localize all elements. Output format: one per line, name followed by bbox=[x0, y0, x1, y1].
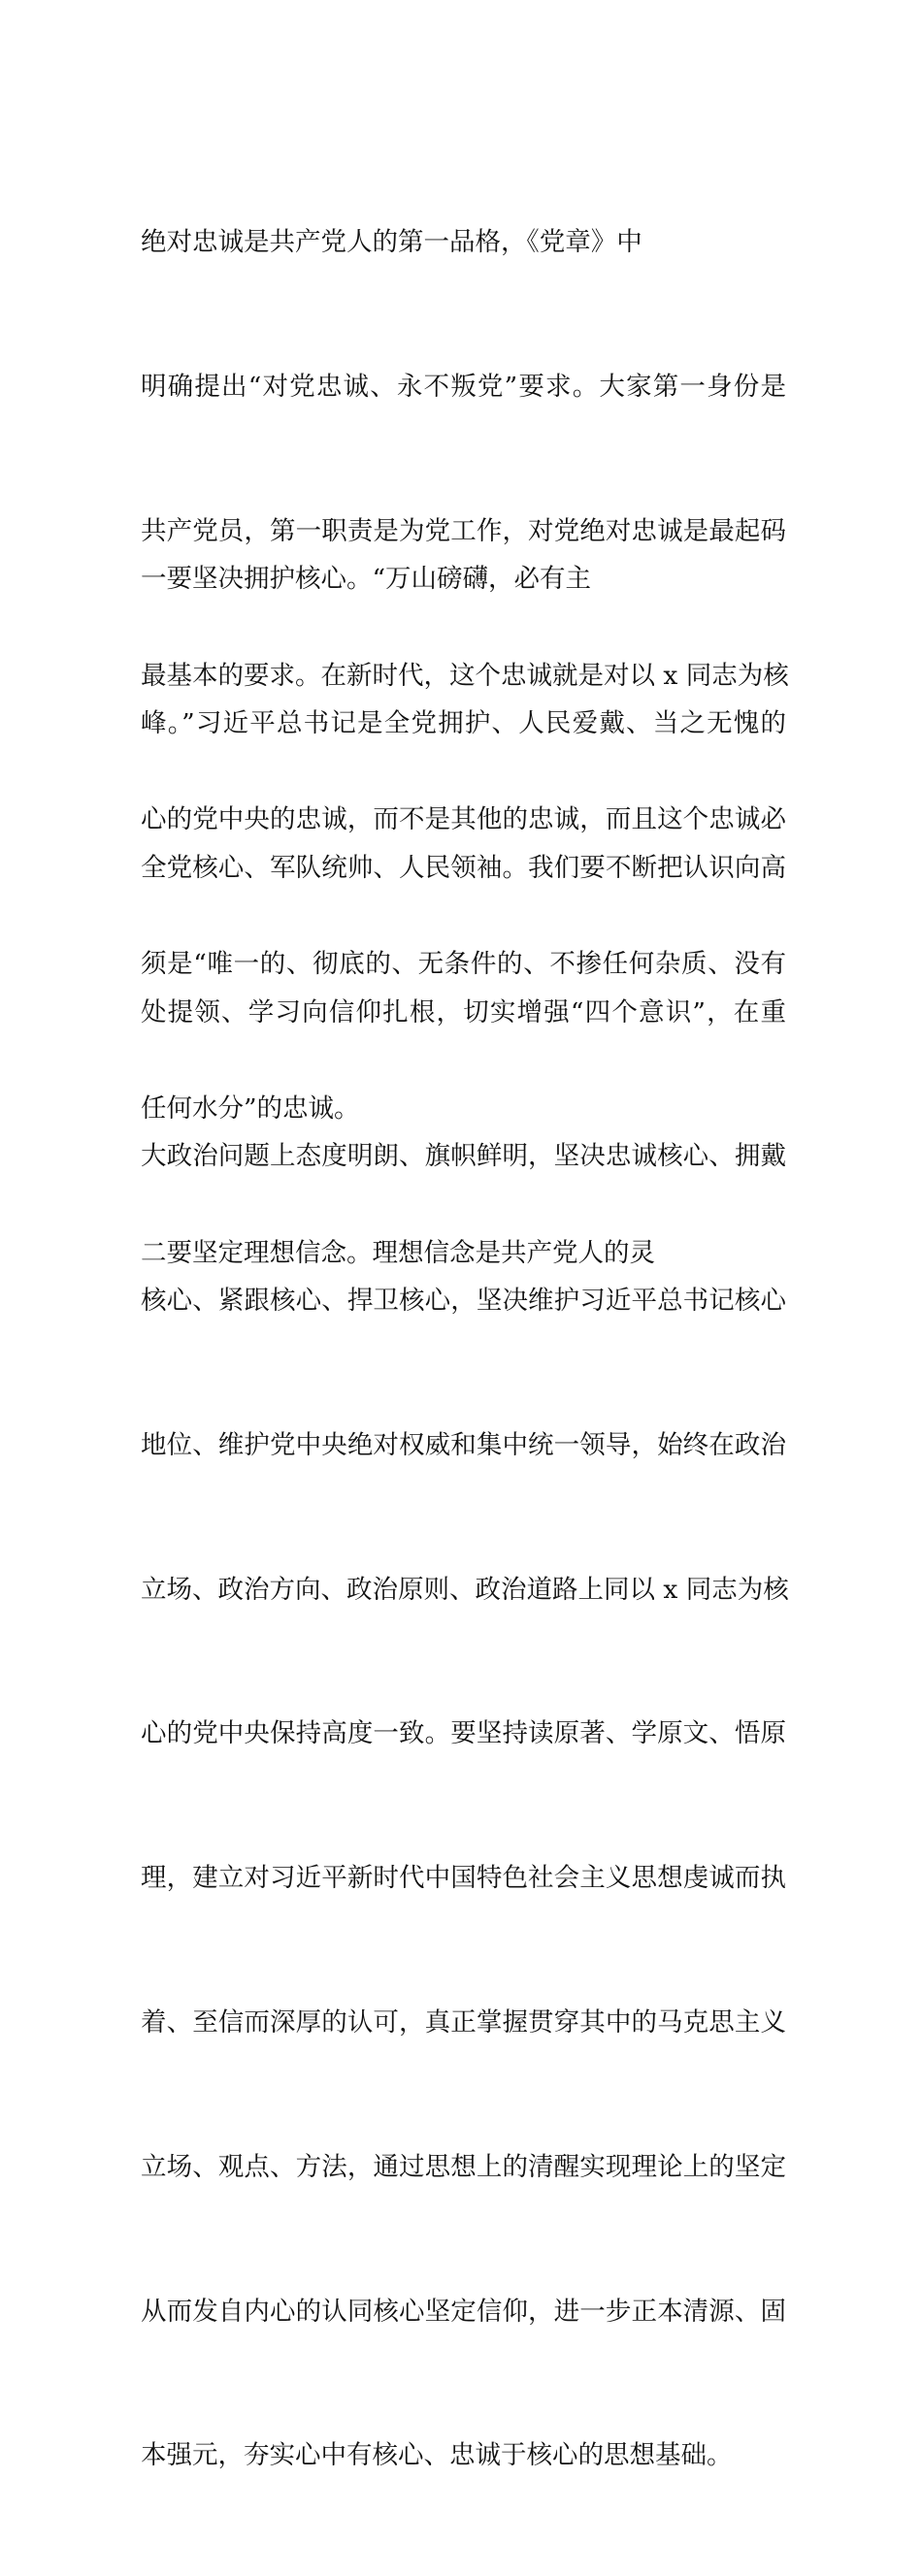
text-line: 最基本的要求。在新时代，这个忠诚就是对以 x 同志为核 bbox=[141, 660, 789, 691]
text-line: 全党核心、军队统帅、人民领袖。我们要不断把认识向高 bbox=[141, 852, 786, 883]
text-line: 心的党中央的忠诚，而不是其他的忠诚，而且这个忠诚必 bbox=[141, 804, 786, 835]
text-line: 理，建立对习近平新时代中国特色社会主义思想虔诚而执 bbox=[141, 1863, 786, 1894]
text-line: 峰。”习近平总书记是全党拥护、人民爱戴、当之无愧的 bbox=[141, 707, 786, 738]
paragraph-uphold-core bbox=[141, 459, 789, 2576]
text-line: 本强元，夯实心中有核心、忠诚于核心的思想基础。 bbox=[141, 2440, 733, 2471]
text-line: 立场、观点、方法，通过思想上的清醒实现理论上的坚定 bbox=[141, 2151, 786, 2182]
text-line: 明确提出“对党忠诚、永不叛党”要求。大家第一身份是 bbox=[141, 371, 786, 402]
text-line: 地位、维护党中央绝对权威和集中统一领导，始终在政治 bbox=[141, 1429, 786, 1460]
text-segment: 二要坚定理想信念。理想信念是共产党人的灵 bbox=[141, 1238, 655, 1269]
text-line: 心的党中央保持高度一致。要坚持读原著、学原文、悟原 bbox=[141, 1718, 786, 1749]
paragraph-firm-ideals bbox=[141, 1133, 786, 1374]
text-segment: 绝对忠诚是共产党人的第一品格，《党章》中 bbox=[141, 227, 642, 258]
text-line: 处提领、学习向信仰扎根，切实增强“四个意识”，在重 bbox=[141, 996, 786, 1027]
text-line bbox=[141, 555, 786, 603]
text-line: 大政治问题上态度明朗、旗帜鲜明，坚决忠诚核心、拥戴 bbox=[141, 1141, 786, 1172]
text-line: 从而发自内心的认同核心坚定信仰，进一步正本清源、固 bbox=[141, 2296, 786, 2327]
text-line: 任何水分”的忠诚。 bbox=[141, 1092, 360, 1124]
text-line bbox=[141, 1229, 786, 1278]
text-line: 共产党员，第一职责是为党工作，对党绝对忠诚是最起码 bbox=[141, 515, 786, 546]
text-segment: 一要坚决拥护核心。“万山磅礴，必有主 bbox=[141, 564, 592, 595]
text-line: 核心、紧跟核心、捍卫核心，坚决维护习近平总书记核心 bbox=[141, 1286, 786, 1317]
text-line: 着、至信而深厚的认可，真正掌握贯穿其中的马克思主义 bbox=[141, 2007, 786, 2038]
text-line: 须是“唯一的、彻底的、无条件的、不掺任何杂质、没有 bbox=[141, 949, 786, 980]
text-line: 立场、政治方向、政治原则、政治道路上同以 x 同志为核 bbox=[141, 1574, 789, 1605]
text-line bbox=[141, 218, 786, 267]
